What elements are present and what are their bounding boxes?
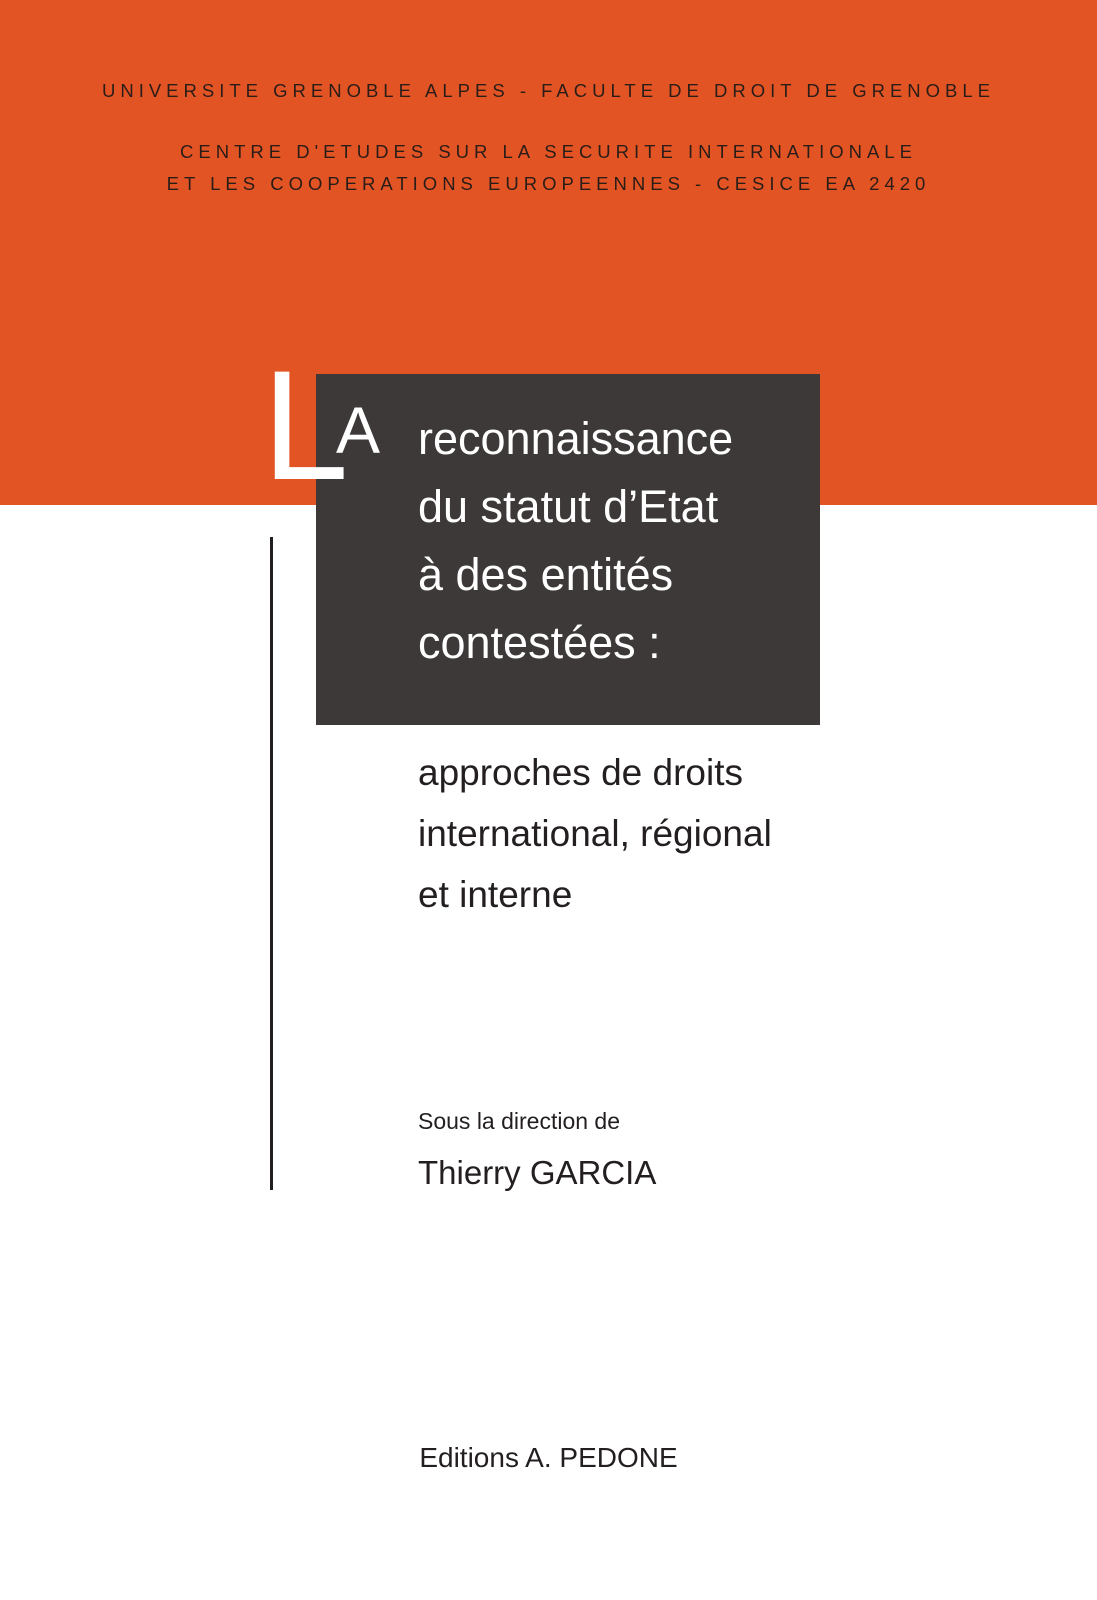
book-title — [418, 405, 733, 677]
title-initial-l: L — [262, 339, 349, 513]
institution-line-1: UNIVERSITE GRENOBLE ALPES - FACULTE DE DROIT DE GRENOBLE — [101, 80, 996, 101]
vertical-rule — [270, 537, 273, 1190]
subtitle-line: et interne — [418, 874, 573, 915]
title-line: contestées : — [418, 617, 661, 668]
institution-line-3: ET LES COOPERATIONS EUROPEENNES - CESICE EA 2420 — [166, 173, 931, 194]
institution-line-2: CENTRE D'ETUDES SUR LA SECURITE INTERNATIONALE — [180, 141, 917, 162]
title-line: à des entités — [418, 549, 674, 600]
book-subtitle — [418, 742, 772, 925]
title-line: reconnaissance — [418, 413, 734, 464]
title-initial-a: A — [336, 393, 381, 467]
subtitle-line: approches de droits — [418, 752, 743, 793]
author-name: Thierry GARCIA — [418, 1154, 657, 1191]
direction-label: Sous la direction de — [418, 1108, 621, 1134]
title-line: du statut d’Etat — [418, 481, 719, 532]
publisher-name: Editions A. PEDONE — [419, 1442, 678, 1473]
subtitle-line: international, régional — [418, 813, 772, 854]
